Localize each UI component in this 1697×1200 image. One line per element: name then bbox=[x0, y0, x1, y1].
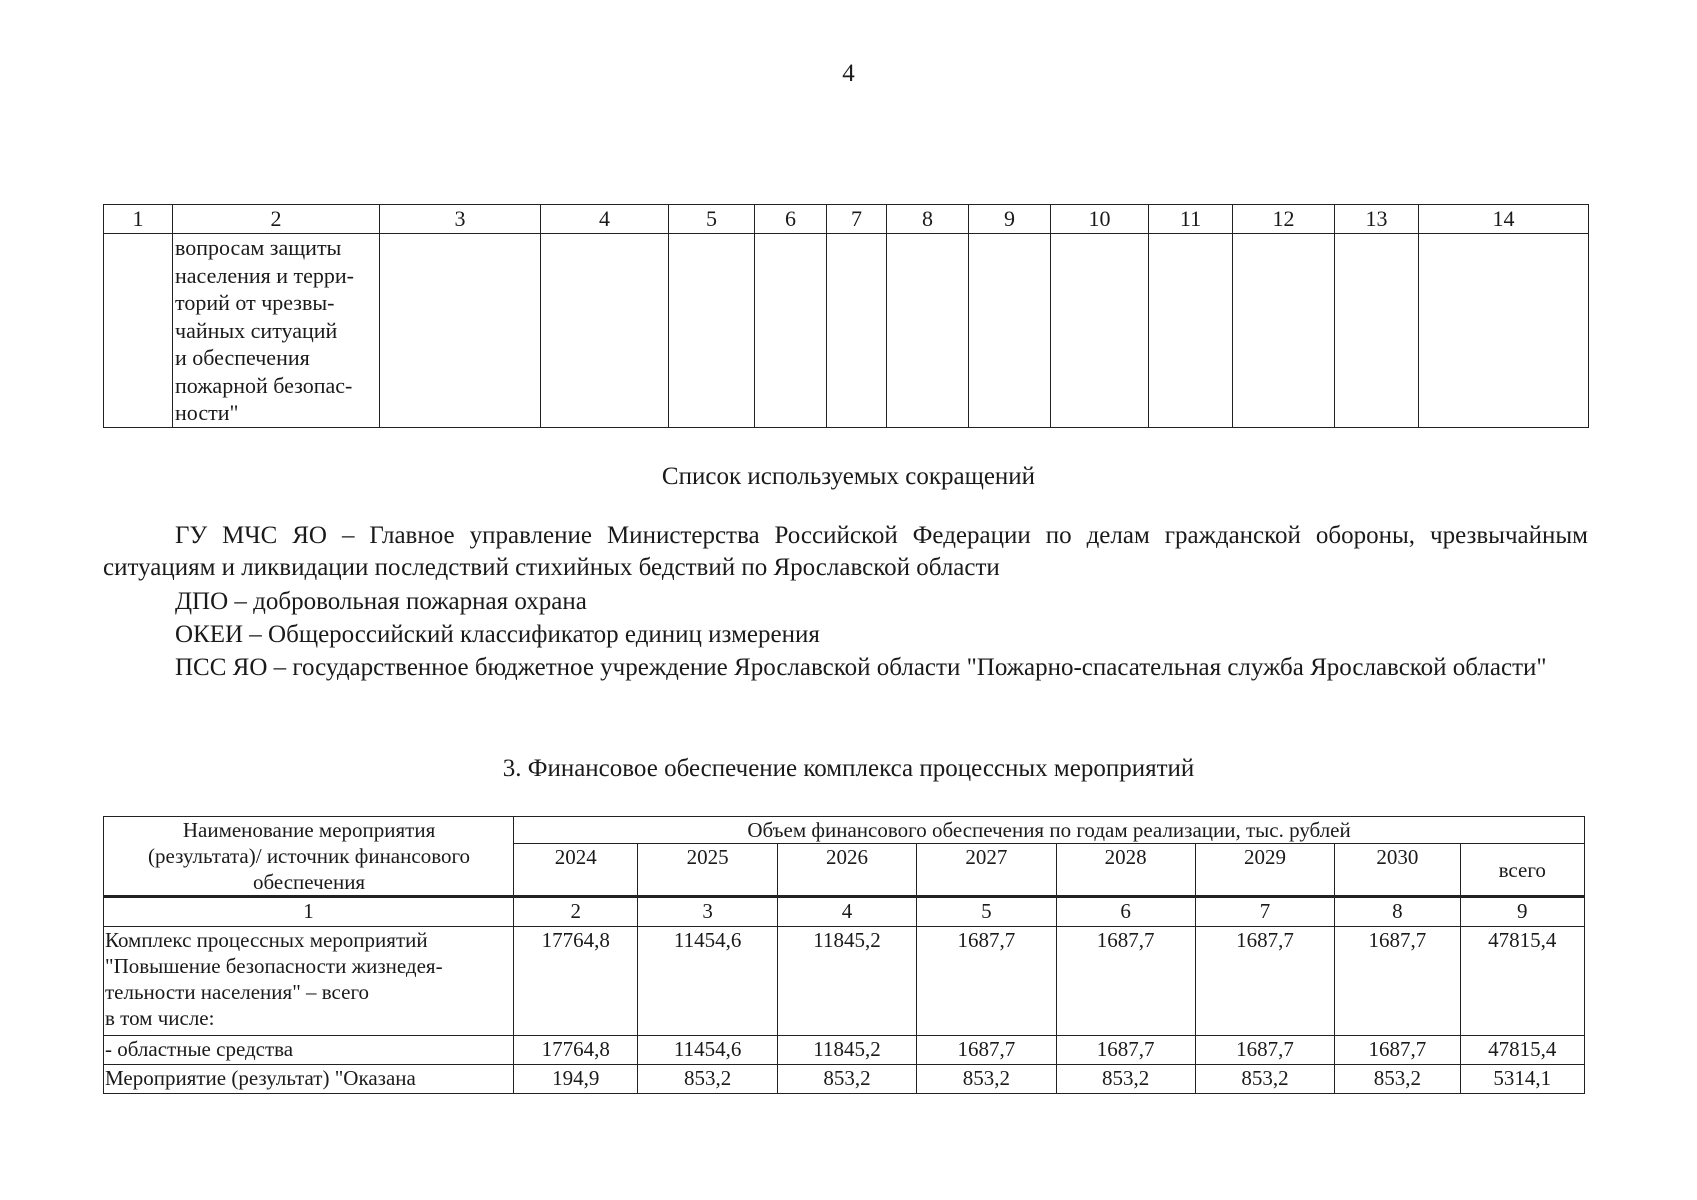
column-number: 9 bbox=[969, 205, 1051, 234]
column-number: 4 bbox=[541, 205, 669, 234]
column-number: 1 bbox=[104, 897, 514, 927]
value-cell: 853,2 bbox=[1335, 1065, 1460, 1094]
value-cell: 11454,6 bbox=[638, 1036, 777, 1065]
abbreviation-item: ОКЕИ – Общероссийский классификатор единиц измерения bbox=[175, 621, 820, 648]
row-name bbox=[104, 927, 514, 1036]
description-line: и обеспечения bbox=[175, 345, 310, 370]
total-cell: 47815,4 bbox=[1460, 927, 1584, 1036]
value-cell: 1687,7 bbox=[1056, 927, 1195, 1036]
value-cell: 853,2 bbox=[777, 1065, 916, 1094]
value-cell: 11845,2 bbox=[777, 927, 916, 1036]
financing-section-title: 3. Финансовое обеспечение комплекса процессных мероприятий bbox=[502, 755, 1195, 782]
total-cell: 47815,4 bbox=[1460, 1036, 1584, 1065]
year-header: 2024 bbox=[514, 844, 638, 897]
empty-cell bbox=[1233, 234, 1335, 428]
value-cell: 1687,7 bbox=[917, 1036, 1056, 1065]
value-cell: 1687,7 bbox=[1056, 1036, 1195, 1065]
row-name-line: в том числе: bbox=[105, 1006, 215, 1030]
column-number: 5 bbox=[917, 897, 1056, 927]
column-number-row bbox=[104, 897, 1585, 927]
value-cell: 853,2 bbox=[638, 1065, 777, 1094]
empty-cell bbox=[755, 234, 827, 428]
row-name: Мероприятие (результат) "Оказана bbox=[104, 1065, 514, 1094]
volume-header: Объем финансового обеспечения по годам реализации, тыс. рублей bbox=[514, 817, 1585, 844]
column-number: 14 bbox=[1419, 205, 1589, 234]
row-name-line: тельности населения" – всего bbox=[105, 980, 370, 1004]
value-cell: 194,9 bbox=[514, 1065, 638, 1094]
header-line: (результата)/ источник финансового bbox=[148, 844, 471, 868]
abbreviation-item: ПСС ЯО – государственное бюджетное учреждение Ярославской области "Пожарно-спасательная служба Ярославской области" bbox=[175, 654, 1547, 681]
value-cell: 853,2 bbox=[1195, 1065, 1334, 1094]
column-number: 7 bbox=[1195, 897, 1334, 927]
column-number: 13 bbox=[1335, 205, 1419, 234]
empty-cell bbox=[380, 234, 541, 428]
column-number: 6 bbox=[755, 205, 827, 234]
column-number: 3 bbox=[638, 897, 777, 927]
description-line: чайных ситуаций bbox=[175, 317, 338, 343]
year-header: 2029 bbox=[1195, 844, 1334, 897]
description-line: населения и терри- bbox=[175, 262, 354, 288]
value-cell: 11845,2 bbox=[777, 1036, 916, 1065]
description-line: ности" bbox=[175, 400, 239, 425]
total-header: всего bbox=[1460, 844, 1584, 897]
column-number: 7 bbox=[827, 205, 887, 234]
value-cell: 853,2 bbox=[917, 1065, 1056, 1094]
empty-cell bbox=[1051, 234, 1149, 428]
total-cell: 5314,1 bbox=[1460, 1065, 1584, 1094]
financing-table bbox=[103, 816, 1585, 1094]
column-number: 3 bbox=[380, 205, 541, 234]
column-number: 2 bbox=[173, 205, 380, 234]
abbreviation-item: ДПО – добровольная пожарная охрана bbox=[175, 588, 587, 615]
header-line: обеспечения bbox=[252, 870, 366, 894]
value-cell: 1687,7 bbox=[1195, 927, 1334, 1036]
column-number: 8 bbox=[1335, 897, 1460, 927]
abbreviation-item: ГУ МЧС ЯО – Главное управление Министерства Российской Федерации по делам гражданской обороны, чрезвычайным ситуациям и ликвидации последствий стихийных бедствий по Ярославской области bbox=[103, 522, 1588, 581]
column-number: 1 bbox=[104, 205, 173, 234]
table-row bbox=[104, 927, 1585, 1036]
empty-cell bbox=[541, 234, 669, 428]
description-cell bbox=[173, 234, 380, 428]
column-number: 2 bbox=[514, 897, 638, 927]
financing-header-row bbox=[104, 817, 1585, 844]
description-line: пожарной безопас- bbox=[175, 372, 353, 398]
abbreviations-title: Список используемых сокращений bbox=[661, 463, 1036, 490]
year-header: 2028 bbox=[1056, 844, 1195, 897]
value-cell: 1687,7 bbox=[917, 927, 1056, 1036]
column-number: 10 bbox=[1051, 205, 1149, 234]
column-number: 6 bbox=[1056, 897, 1195, 927]
column-number: 12 bbox=[1233, 205, 1335, 234]
description-line: вопросам защиты bbox=[175, 235, 342, 260]
column-number-row bbox=[104, 205, 1589, 234]
empty-cell bbox=[1335, 234, 1419, 428]
value-cell: 1687,7 bbox=[1195, 1036, 1334, 1065]
description-line: торий от чрезвы- bbox=[175, 290, 335, 315]
table-row bbox=[104, 234, 1589, 428]
column-number: 11 bbox=[1149, 205, 1233, 234]
table-row bbox=[104, 1065, 1585, 1094]
name-column-header bbox=[104, 817, 514, 897]
header-line: Наименование мероприятия bbox=[182, 818, 436, 842]
value-cell: 11454,6 bbox=[638, 927, 777, 1036]
row-name-line: "Повышение безопасности жизнедея- bbox=[105, 954, 443, 978]
empty-cell bbox=[887, 234, 969, 428]
value-cell: 853,2 bbox=[1056, 1065, 1195, 1094]
year-header: 2025 bbox=[638, 844, 777, 897]
empty-cell bbox=[669, 234, 755, 428]
value-cell: 1687,7 bbox=[1335, 1036, 1460, 1065]
empty-cell bbox=[1149, 234, 1233, 428]
year-header: 2026 bbox=[777, 844, 916, 897]
empty-cell bbox=[827, 234, 887, 428]
column-number: 8 bbox=[887, 205, 969, 234]
value-cell: 17764,8 bbox=[514, 927, 638, 1036]
continued-table bbox=[103, 204, 1589, 428]
page-number: 4 bbox=[842, 60, 855, 87]
empty-cell bbox=[104, 234, 173, 428]
empty-cell bbox=[969, 234, 1051, 428]
column-number: 4 bbox=[777, 897, 916, 927]
row-name-line: Комплекс процессных мероприятий bbox=[105, 928, 428, 952]
value-cell: 1687,7 bbox=[1335, 927, 1460, 1036]
year-header: 2030 bbox=[1335, 844, 1460, 897]
column-number: 9 bbox=[1460, 897, 1584, 927]
table-row bbox=[104, 1036, 1585, 1065]
row-name: - областные средства bbox=[104, 1036, 514, 1065]
year-header: 2027 bbox=[917, 844, 1056, 897]
column-number: 5 bbox=[669, 205, 755, 234]
value-cell: 17764,8 bbox=[514, 1036, 638, 1065]
empty-cell bbox=[1419, 234, 1589, 428]
